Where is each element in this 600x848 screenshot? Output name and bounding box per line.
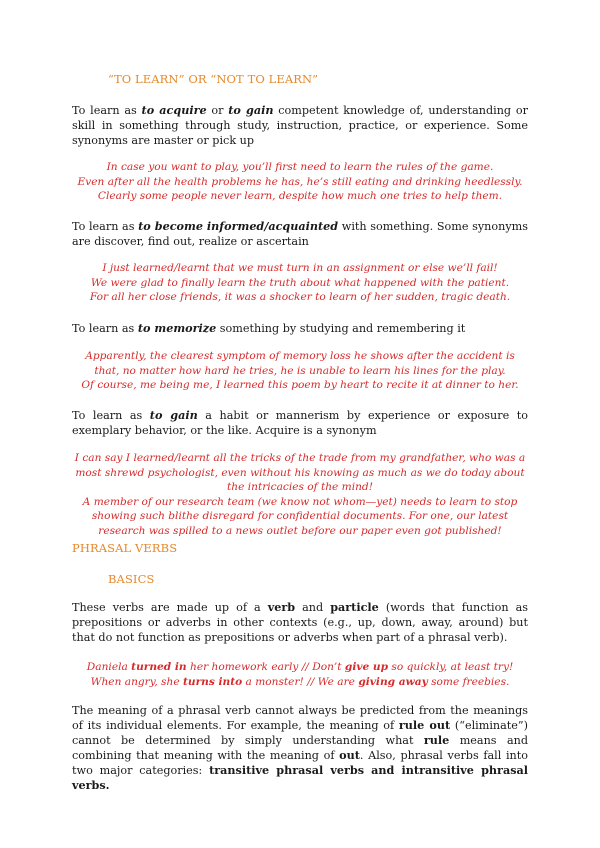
subsection-heading: BASICS <box>108 572 155 586</box>
example-sentence: Clearly some people never learn, despite how much one tries to help them. <box>97 190 503 202</box>
example-sentence: Of course, me being me, I learned this poem by heart to recite it at dinner to her. <box>81 379 519 391</box>
meaning-paragraph: The meaning of a phrasal verb cannot always be predicted from the meanings of its individual elements. For example, the meaning of rule out (“eliminate”) cannot be determined by simply understanding what rule means and combining that meaning with the meaning of out. Also, phrasal verbs fall into two major categories: transitive phrasal verbs and intransitive phrasal verbs. <box>72 704 528 792</box>
example-sentence: Daniela turned in her homework early // Don’t give up so quickly, at least try! <box>86 661 514 673</box>
example-block <box>72 451 528 538</box>
example-block <box>72 349 528 393</box>
defined-term: to become informed/acquainted <box>138 219 339 233</box>
example-sentence: I just learned/learnt that we must turn in an assignment or else we’ll fail! <box>102 262 498 274</box>
defined-term: to gain <box>149 408 198 422</box>
example-sentence: A member of our research team (we know not whom—yet) needs to learn to stop showing such blithe disregard for confidential documents. For one, our latest research was spilled to a news outlet before our paper even got published! <box>82 495 518 537</box>
definition-paragraph: To learn as to acquire or to gain competent knowledge of, understanding or skill in something through study, instruction, practice, or experience. Some synonyms are master or pick up <box>72 103 528 147</box>
example-sentence: For all her close friends, it was a shocker to learn of her sudden, tragic death. <box>89 291 511 303</box>
defined-term: to gain <box>228 103 274 117</box>
definition-paragraph: To learn as to gain a habit or mannerism by experience or exposure to exemplary behavior, or the like. Acquire is a synonym <box>72 408 528 437</box>
definition-paragraph: To learn as to memorize something by studying and remembering it <box>72 321 466 335</box>
example-block <box>72 261 528 305</box>
example-sentence: Apparently, the clearest symptom of memory loss he shows after the accident is that, no matter how hard he tries, he is unable to learn his lines for the play. <box>85 350 515 377</box>
example-sentence: In case you want to play, you’ll first need to learn the rules of the game. <box>106 161 494 173</box>
term-verb: verb <box>267 600 296 614</box>
example-sentence: I can say I learned/learnt all the tricks of the trade from my grandfather, who was a most shrewd psychologist, even without his knowing as much as we do today about the intricacies of the mind! <box>74 452 526 493</box>
term-particle: particle <box>330 600 379 614</box>
definition-paragraph: To learn as to become informed/acquainted with something. Some synonyms are discover, find out, realize or ascertain <box>72 219 528 248</box>
example-sentence: We were glad to finally learn the truth about what happened with the patient. <box>90 276 510 289</box>
example-block <box>72 160 528 204</box>
basics-paragraph: These verbs are made up of a verb and particle (words that function as prepositions or adverbs in other contexts (e.g., up, down, away, around) but that do not function as prepositions or adverbs when part of a phrasal verb). <box>72 600 528 644</box>
section-title: “TO LEARN” OR “NOT TO LEARN” <box>108 72 319 86</box>
example-sentence: When angry, she turns into a monster! // We are giving away some freebies. <box>90 675 510 688</box>
categories-text: transitive phrasal verbs and intransitive phrasal verbs. <box>72 763 528 792</box>
section-heading: PHRASAL VERBS <box>72 541 178 555</box>
example-block <box>72 660 528 689</box>
example-sentence: Even after all the health problems he has, he’s still eating and drinking heedlessly. <box>77 175 523 188</box>
defined-term: to memorize <box>137 321 217 335</box>
defined-term: to acquire <box>141 103 207 117</box>
